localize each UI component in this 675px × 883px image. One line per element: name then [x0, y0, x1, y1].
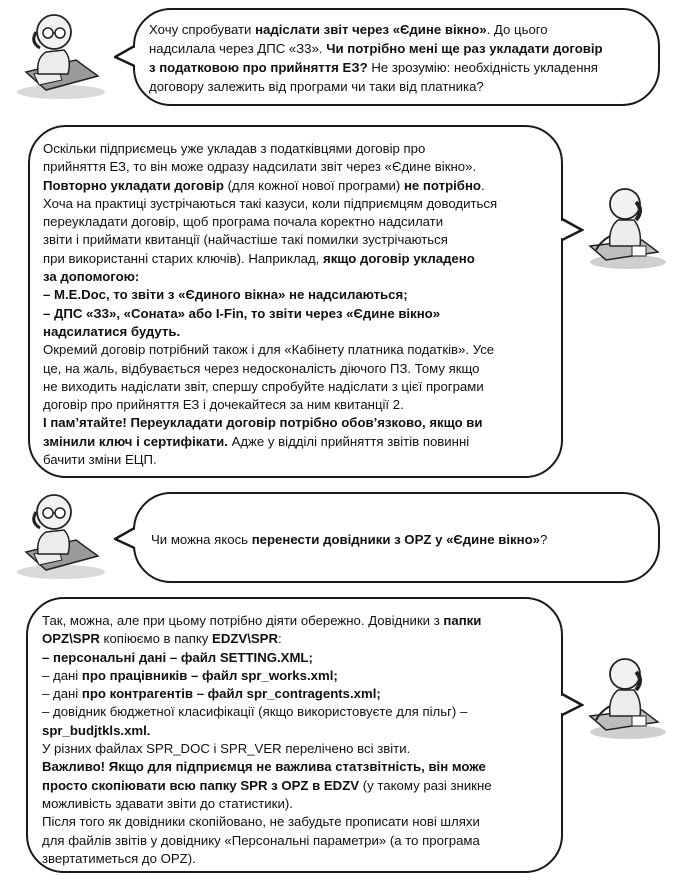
- text: бачити зміни ЕЦП.: [43, 452, 157, 468]
- bold-text: не потрібно: [403, 177, 481, 193]
- text-line: [149, 58, 638, 77]
- text: Чи можна якось: [151, 532, 252, 547]
- text: Не зрозумію: необхідність укладення: [367, 60, 598, 75]
- text: У різних файлах SPR_DOC і SPR_VER перелічено всі звіти.: [42, 741, 411, 757]
- bold-text: з податковою про прийняття ЕЗ?: [149, 60, 368, 75]
- text-line: [43, 231, 549, 249]
- text-line: [43, 396, 549, 414]
- person-at-laptop-illustration: [6, 2, 108, 102]
- text-line: [43, 360, 549, 378]
- text-line: [42, 813, 549, 831]
- text-line: [43, 305, 549, 323]
- speech-bubble-question-1: [133, 8, 660, 106]
- bold-text: Повторно укладати договір: [43, 177, 224, 193]
- bold-text: надсилатися будуть.: [43, 323, 181, 339]
- bubble-text: [42, 612, 549, 868]
- bubble-tail: [114, 44, 138, 68]
- bold-text: І пам’ятайте! Переукладати договір потрібно обов’язково, якщо ви: [43, 415, 483, 431]
- text-line: [43, 286, 549, 304]
- bold-text: просто скопіювати всю папку SPR з OPZ в EDZV: [42, 777, 360, 793]
- speech-bubble-answer-1: [28, 125, 563, 478]
- text-line: [43, 323, 549, 341]
- text: при використанні старих ключів). Наприклад,: [43, 250, 323, 266]
- speech-bubble-answer-2: [26, 597, 563, 873]
- bold-text: про контрагентів – файл spr_contragents.xml;: [81, 686, 381, 702]
- text: (у такому разі зникне: [359, 777, 492, 793]
- text: Після того як довідники скопійовано, не забудьте прописати нові шляхи: [42, 814, 480, 830]
- text: прийняття ЕЗ, то він може одразу надсилати звіт через «Єдине вікно».: [43, 159, 477, 175]
- bold-text: EDZV\SPR: [212, 631, 278, 647]
- speech-bubble-question-2: [133, 492, 660, 583]
- bold-text: за допомогою:: [43, 269, 140, 285]
- text: – довідник бюджетної класифікації (якщо використовуєте для пільг) –: [42, 704, 468, 720]
- text: Адже у відділі прийняття звітів повинні: [227, 433, 470, 449]
- bubble-tail: [114, 526, 138, 550]
- text: договір про прийняття ЕЗ і дочекайтеся за ним квитанції 2.: [43, 397, 404, 413]
- text: договору залежить від програми чи таки від платника?: [149, 79, 484, 94]
- bold-text: надіслати звіт через «Єдине вікно»: [255, 22, 487, 37]
- text-line: [43, 213, 549, 231]
- text-line: [42, 685, 549, 703]
- text: Так, можна, але при цьому потрібно діяти обережно. Довідники з: [42, 613, 444, 628]
- text-line: [43, 177, 549, 195]
- text-line: [42, 667, 549, 685]
- text: копіюємо в папку: [99, 631, 213, 647]
- bold-text: перенести довідники з OPZ у «Єдине вікно»: [251, 532, 540, 547]
- text-line: [43, 140, 549, 158]
- text-line: [43, 195, 549, 213]
- text-line: [43, 433, 549, 451]
- text-line: [43, 158, 549, 176]
- text: звертатиметься до OPZ).: [42, 850, 196, 866]
- text-line: [43, 268, 549, 286]
- text-line: [149, 77, 638, 96]
- bold-text: spr_budjtkls.xml.: [42, 722, 151, 738]
- text: це, на жаль, відбувається через недосконалість діючого ПЗ. Тому якщо: [43, 360, 480, 376]
- text: – дані: [42, 667, 82, 683]
- bold-text: OPZ\SPR: [42, 631, 100, 647]
- person-on-phone-illustration: [580, 650, 670, 742]
- bold-text: про працівників – файл spr_works.xml;: [81, 667, 338, 683]
- bold-text: – M.E.Doc, то звіти з «Єдиного вікна» не надсилаються;: [43, 287, 408, 303]
- bold-text: Важливо! Якщо для підприємця не важлива статзвітність, він може: [42, 759, 486, 775]
- text: переукладати договір, щоб програма почала коректно надсилати: [43, 214, 444, 230]
- text-line: [42, 703, 549, 721]
- text: надсилала через ДПС «З3».: [149, 41, 327, 56]
- text-line: [43, 451, 549, 469]
- bold-text: – ДПС «З3», «Соната» або I-Fin, то звіти через «Єдине вікно»: [43, 305, 441, 321]
- text: для файлів звітів у довіднику «Персональні параметри» (а то програма: [42, 832, 480, 848]
- text: звіти і приймати квитанції (найчастіше такі помилки зустрічаються: [43, 232, 448, 248]
- bold-text: – персональні дані – файл SETTING.XML;: [42, 649, 313, 665]
- text-line: [42, 795, 549, 813]
- text: – дані: [42, 686, 82, 702]
- bold-text: змінили ключ і сертифікати.: [43, 433, 228, 449]
- text: Оскільки підприємець уже укладав з податківцями договір про: [43, 141, 426, 156]
- bold-text: папки: [443, 613, 482, 628]
- text: Хоча на практиці зустрічаються такі казуси, коли підприємцям доводиться: [43, 195, 498, 211]
- bold-text: якщо договір укладено: [323, 250, 475, 266]
- text-line: [42, 740, 549, 758]
- text: :: [277, 631, 282, 647]
- text-line: [42, 630, 549, 648]
- text-line: [42, 832, 549, 850]
- text-line: [42, 649, 549, 667]
- bubble-text: [43, 140, 549, 469]
- text: не виходить надіслати звіт, спершу спробуйте надіслати з цієї програми: [43, 378, 484, 394]
- text: . До цього: [486, 22, 548, 37]
- text: можливість здавати звіти до статистики).: [42, 795, 293, 811]
- text-line: [42, 758, 549, 776]
- text-line: [43, 378, 549, 396]
- text-line: [42, 850, 549, 868]
- text: ?: [539, 532, 548, 547]
- text-line: [42, 777, 549, 795]
- bubble-text: [149, 20, 638, 96]
- person-at-laptop-illustration: [6, 482, 108, 582]
- text-line: [42, 722, 549, 740]
- text-line: [149, 20, 638, 39]
- text: .: [480, 177, 485, 193]
- text-line: [43, 414, 549, 432]
- text: Хочу спробувати: [149, 22, 256, 37]
- text-line: [43, 341, 549, 359]
- text-line: [151, 530, 646, 549]
- text-line: [149, 39, 638, 58]
- bold-text: Чи потрібно мені ще раз укладати договір: [326, 41, 603, 56]
- bubble-text: [151, 530, 646, 549]
- text: (для кожної нової програми): [223, 177, 404, 193]
- person-on-phone-illustration: [580, 180, 670, 272]
- text-line: [43, 250, 549, 268]
- text: Окремий договір потрібний також і для «Кабінету платника податків». Усе: [43, 342, 495, 358]
- text-line: [42, 612, 549, 630]
